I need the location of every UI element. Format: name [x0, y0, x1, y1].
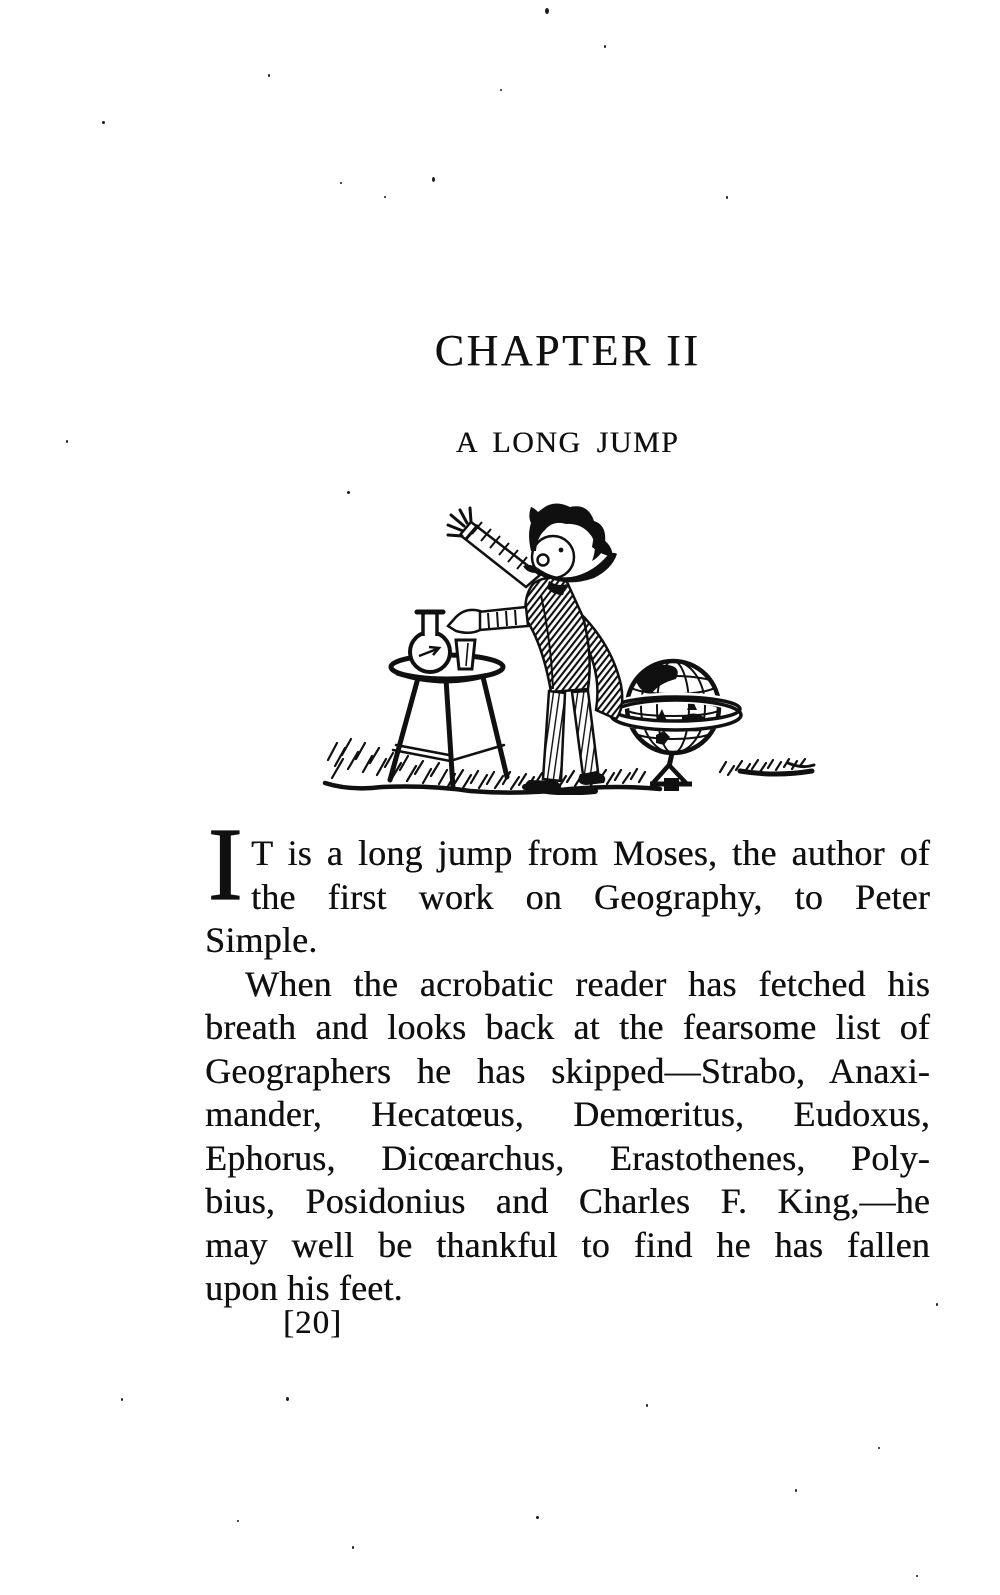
- drop-cap: I: [208, 807, 243, 922]
- scan-speck: [286, 1397, 289, 1401]
- scan-speck: [432, 177, 435, 182]
- scan-speck: [384, 196, 386, 198]
- flask: [410, 612, 450, 672]
- scan-speck: [916, 1575, 918, 1577]
- text-line: upon his feet.: [205, 1268, 403, 1308]
- scan-speck: [878, 1447, 880, 1449]
- text-line: Geographers he has skipped—Strabo, Anaxi-: [205, 1050, 930, 1091]
- scan-speck: [237, 1520, 239, 1522]
- glass: [456, 640, 475, 669]
- scan-speck: [121, 1398, 123, 1401]
- text-line: breath and looks back at the fearsome list of: [205, 1007, 930, 1047]
- page-number: [20]: [283, 1305, 342, 1341]
- text-line: the first work on Geography, to Peter: [251, 876, 930, 917]
- scan-speck: [500, 89, 502, 91]
- scan-speck: [795, 1489, 797, 1492]
- text-line: mander, Hecatœus, Demœritus, Eudoxus,: [205, 1094, 930, 1134]
- scan-speck: [545, 8, 549, 14]
- scan-speck: [352, 1546, 354, 1549]
- text-line: When the acrobatic reader has fetched his: [245, 963, 930, 1004]
- scan-speck: [604, 45, 606, 48]
- body-text: [205, 832, 930, 1311]
- scan-speck: [536, 1516, 539, 1519]
- text-line: Ephorus, Dicœarchus, Erastothenes, Poly-: [205, 1137, 930, 1178]
- chapter-subtitle: A LONG JUMP: [455, 426, 680, 459]
- scan-speck: [102, 121, 105, 124]
- scan-speck: [66, 440, 68, 443]
- scan-speck: [936, 1303, 938, 1306]
- scan-speck: [646, 1404, 648, 1407]
- text-line: T is a long jump from Moses, the author of: [251, 833, 930, 873]
- stool: [390, 655, 507, 788]
- text-line: Simple.: [205, 920, 318, 960]
- chapter-illustration: [320, 495, 820, 795]
- scan-speck: [347, 491, 350, 494]
- chapter-heading: CHAPTER II: [434, 326, 701, 375]
- text-line: may well be thankful to find he has fallen: [205, 1224, 930, 1265]
- scan-speck: [340, 182, 342, 184]
- text-line: bius, Posidonius and Charles F. King,—he: [205, 1181, 930, 1221]
- scan-speck: [268, 74, 270, 77]
- scan-speck: [726, 196, 728, 199]
